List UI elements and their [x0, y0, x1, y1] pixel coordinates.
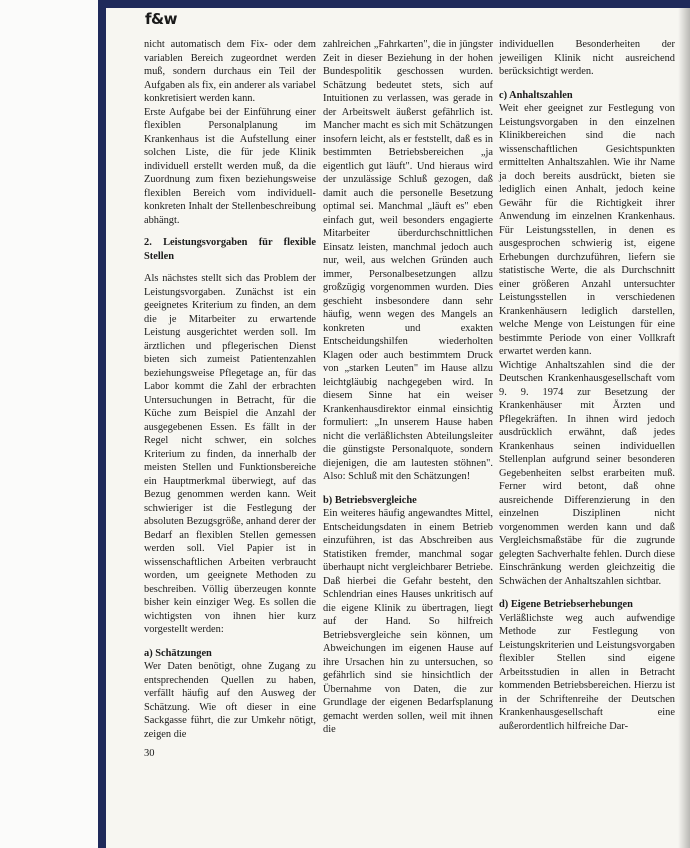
text-column-2: [323, 38, 493, 737]
subsection-heading: c) Anhaltszahlen: [499, 89, 573, 101]
paragraph: Wichtige Anhaltszahlen sind die der Deutschen Krankenhausgesellschaft vom 9. 9. 1974 zur Besetzung der Krankenhäuser mit Ärzten und Pflegekräften. In ihnen wird jedoch ausdrücklich erwähnt, daß jedes Krankenhaus seinen individuellen Stellenplan aufgrund seiner besonderen Gegebenheiten selbst erarbeiten muß. Ferner wird betont, daß ohne ausreichende Differenzierung in den einzelnen Disziplinen nicht vorgenommen werden kann und daß Vergleichsmaßstäbe für die zugrunde gelegten Sachverhalte fehlen. Durch diese Einschränkung werden gleichzeitig die Schwächen der Anhaltszahlen sichtbar.: [499, 359, 675, 587]
paragraph: Als nächstes stellt sich das Problem der Leistungsvorgaben. Zunächst ist ein geeignetes Kriterium zu finden, an dem die je Mitarbeiter zu erwartende Leistung ausgerichtet werden soll. Im ärztlichen und pflegerischen Dienst bieten sich zumeist Patientenzahlen beziehungsweise Pflegetage an, für das Labor kommt die Zahl der erbrachten Untersuchungen in Betracht, für die Küche zum Beispiel die Anzahl der ausgegebenen Essen. Es fällt in der Regel nicht schwer, ein solches Kriterium zu finden, da innerhalb der meisten Stellen und Funktionsbereiche ein Hauptmerkmal überwiegt, auf das Bezug genommen werden kann. Weit schwieriger ist die Festlegung der absoluten Bezugsgröße, anhand derer der Bedarf an flexiblen Stellen gemessen werden soll. Viel Papier ist in wissenschaftlichen Arbeiten verbraucht worden, um geeignete Methoden zu beschreiben. Völlig überzeugen konnte bisher kein einziger Weg. Es sollen die wichtigsten von ihnen hier kurz vorgestellt werden:: [144, 273, 316, 635]
paragraph: Ein weiteres häufig angewandtes Mittel, Entscheidungsdaten in einem Betrieb einzuführen, ist das Abschreiben aus Statistiken fremder, manchmal sogar überhaupt nicht vergleichbarer Betriebe. Daß hierbei die Gefahr besteht, den Schlendrian eines Hauses unkritisch auf die eigene Klinik zu übertragen, liegt auf der Hand. So hilfreich Betriebsvergleiche sein können, um Abweichungen im eigenen Hause auf ihre Ursachen hin zu untersuchen, so gefährlich sind sie hinsichtlich der Übernahme von Daten, die zur Grundlage der eigenen Bedarfsplanung gemacht werden sollen, weil mit ihnen die: [323, 508, 493, 735]
subsection-heading: a) Schätzungen: [144, 647, 212, 659]
book-cover-edge-top: [98, 0, 690, 8]
paragraph: Wer Daten benötigt, ohne Zugang zu entsprechenden Quellen zu haben, verfällt häufig auf den Ausweg der Schätzung. Wie oft dieser in eine Sackgasse führt, die zur Umkehr nötigt, zeigen die: [144, 661, 316, 740]
subsection-heading: b) Betriebsvergleiche: [323, 494, 417, 506]
text-column-3: [499, 38, 675, 733]
journal-logo: f&w: [145, 10, 177, 28]
paragraph: Weit eher geeignet zur Festlegung von Leistungsvorgaben in den einzelnen Klinikbereichen sind die nach wissenschaftlichen Gesichtspunkten ermittelten Anhaltszahlen. Wie ihr Name ja doch bereits ausdrückt, bieten sie lediglich einen Anhalt, jedoch keine Gewähr für die Richtigkeit ihrer Anwendung im einzelnen Krankenhaus. Für Leistungsstellen, in denen es ausgesprochen schwierig ist, eigene Erhebungen durchzuführen, liefern sie statistische Werte, die als Durchschnitt einer größeren Anzahl untersuchter Leistungsstellen in verschiedenen Krankenhäusern lediglich darstellen, welche Menge von Leistungen für eine bestimmte Periode von einer Vollkraft erwartet werden kann.: [499, 103, 675, 357]
subsection-heading: d) Eigene Betriebserhebungen: [499, 599, 633, 610]
paragraph: Erste Aufgabe bei der Einführung einer flexiblen Personalplanung im Krankenhaus ist die Aufstellung einer solchen Liste, die für jede Klinik individuell erstellt werden muß, da die Zuordnung zum fixen beziehungsweise flexiblen Bereich vom individuell-konkreten Inhalt der Stellenbeschreibung abhängt.: [144, 106, 316, 226]
section-heading: 2. Leistungsvorgaben für flexible Stellen: [144, 237, 316, 262]
text-column-1: [144, 38, 316, 741]
paragraph: individuellen Besonderheiten der jeweiligen Klinik nicht ausreichend berücksichtigt werden.: [499, 39, 675, 77]
paragraph: Verläßlichste weg auch aufwendige Methode zur Festlegung von Leistungskriterien und Leistungsvorgaben flexibler Stellen sind eigene Arbeitsstudien in allen in Betracht kommenden Betriebsbereichen. Hierzu ist in der Schriftenreihe der Deutschen Krankenhausgesellschaft eine außerordentlich hilfreiche Dar-: [499, 612, 675, 732]
binding-shadow: [678, 8, 690, 848]
paragraph: nicht automatisch dem Fix- oder dem variablen Bereich zugeordnet werden muß, sondern durchaus ein Teil der Aufgaben als fix, ein anderer als variabel konkretisiert werden kann.: [144, 39, 316, 104]
book-cover-edge-left: [98, 0, 106, 848]
page-number: 30: [144, 748, 155, 759]
paragraph: zahlreichen „Fahrkarten", die in jüngster Zeit in dieser Beziehung in der hohen Bundespolitik geschossen wurden. Schätzung bedeutet stets, sich auf Intuitionen zu verlassen, was gerade in der Arbeitswelt äußerst gefährlich ist. Mancher macht es sich mit Schätzungen insofern leicht, als er feststellt, daß es in bestimmten Betriebsbereichen „ja eigentlich gut läuft". Und hieraus wird der unzulässige Schluß gezogen, daß damit auch die personelle Besetzung optimal sei. Manchmal „läuft es" eben einfach gut, weil besonders engagierte Mitarbeiter überdurchschnittlichen Einsatz leisten, manchmal jedoch auch nur, weil, aus welchen Gründen auch immer, Personalbesetzungen allzu großzügig vorgenommen wurden. Dies geschieht insbesondere dann sehr häufig, wenn wegen des Mangels an konkreten und exakten Entscheidungshilfen wiederholten Klagen oder auch bestimmtem Druck von „starken Leuten" im Hause allzu leichtgläubig nachgegeben wird. In diesem Sinne hat ein weiser Krankenhausdirektor einmal einsichtig formuliert: „In unserem Hause haben nicht die verläßlichsten Abteilungsleiter die günstigste Personalquote, sondern diejenigen, die am lautesten stöhnen". Also: Schluß mit den Schätzungen!: [323, 39, 493, 482]
